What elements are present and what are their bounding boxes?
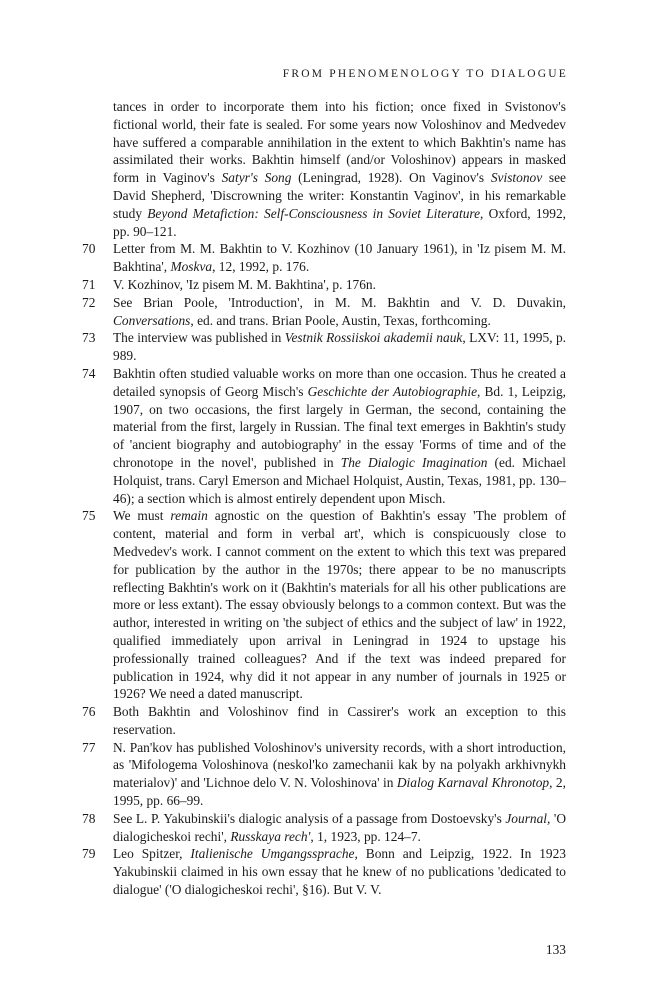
note-text: N. Pan'kov has published Voloshinov's university records, with a short introduction, as 'Mifologema Voloshinova (neskol'ko zamechanii kak by na polyakh arkhivnykh materialov)' and 'Lichnoe delo V. N. Voloshinova' in	[113, 739, 566, 791]
note-text: Leo Spitzer,	[113, 846, 191, 862]
italic-title: Geschichte der Autobiographie	[307, 383, 478, 399]
note-number: 79	[82, 846, 96, 862]
italic-title: Satyr's Song	[221, 170, 292, 186]
note-text: The interview was published in	[113, 330, 285, 346]
endnote-75	[82, 507, 567, 703]
note-number: 76	[82, 704, 96, 720]
italic-title: Beyond Metafiction: Self-Consciousness in Soviet Literature	[147, 205, 481, 221]
italic-title: Vestnik Rossiiskoi akademii nauk	[284, 330, 463, 346]
note-text: tances in order to incorporate them into his fiction; once fixed in Svistonov's fictional world, their fate is sealed. For some years now Voloshinov and Medvedev have suffered a comparable annihilation in the extent to which Bakhtin's name has assimilated their works. Bakhtin himself (and/or Voloshinov) appears in masked form in Vaginov's	[113, 99, 566, 186]
note-number: 75	[82, 508, 96, 524]
note-text: , 2, 1995, pp. 66–99.	[113, 775, 566, 809]
note-text: , Bonn and Leipzig, 1922. In 1923 Yakubinskii claimed in his own essay that he knew of no publications 'dedicated to dialogue' ('O dialogicheskoi rechi', §16). But V. V.	[113, 846, 566, 898]
running-head: FROM PHENOMENOLOGY TO DIALOGUE	[282, 68, 568, 80]
italic-title: Russkaya rech'	[230, 828, 311, 844]
note-number: 78	[82, 810, 96, 826]
italic-title: Journal	[505, 810, 548, 826]
note-text: , 'O dialogicheskoi rechi',	[113, 810, 566, 844]
note-text: , Oxford, 1992, pp. 90–121.	[113, 205, 566, 239]
notes-list	[82, 240, 567, 898]
note-text: See Brian Poole, 'Introduction', in M. M. Bakhtin and V. D. Duvakin,	[113, 294, 566, 310]
note-text: , Bd. 1, Leipzig, 1907, on two occasions, the first largely in German, the second, containing the material from the first, largely in Russian. The final text emerges in Bakhtin's study of 'ancient biography and autobiography' in the essay 'Forms of time and of the chronotope in the novel', published in	[113, 383, 566, 470]
note-text: agnostic on the question of Bakhtin's essay 'The problem of content, material and form in verbal art', which is conspicuously close to Medvedev's work. I cannot comment on the extent to which this text was prepared for publication by the author in the 1970s; there appear to be no manuscripts reflecting Bakhtin's work on it (Bakhtin's materials for all his other publications are more or less extant). The essay obviously belongs to a common context. But was the author, interested in writing on 'the subject of ethics and the subject of law' in 1922, qualified immediately upon arrival in Leningrad in 1924 to upstage his professionally trained colleagues? And if the text was indeed prepared for publication in 1924, why did it not appear in any number of journals in 1925 or 1926? We need a dated manuscript.	[113, 508, 567, 702]
note-number: 74	[82, 365, 96, 381]
note-number: 72	[82, 294, 96, 310]
note-text: Both Bakhtin and Voloshinov find in Cassirer's work an exception to this reservation.	[113, 704, 566, 737]
endnote-72	[82, 294, 566, 330]
italic-title: Svistonov	[490, 170, 543, 186]
note-text: , ed. and trans. Brian Poole, Austin, Texas, forthcoming.	[190, 312, 491, 328]
italic-title: Dialog Karnaval Khronotop	[396, 775, 550, 791]
note-text: Bakhtin often studied valuable works on more than one occasion. Thus he created a detailed synopsis of Georg Misch's	[113, 365, 566, 399]
note-text: (Leningrad, 1928). On Vaginov's	[291, 170, 491, 186]
note-continuation	[94, 98, 566, 240]
endnote-71	[82, 276, 566, 294]
note-text: We must	[113, 508, 171, 524]
endnote-78	[82, 810, 566, 846]
note-text: V. Kozhinov, 'Iz pisem M. M. Bakhtina', p. 176n.	[113, 276, 376, 292]
note-number: 71	[82, 276, 96, 292]
endnote-70	[82, 240, 566, 276]
italic-title: The Dialogic Imagination	[340, 454, 488, 470]
note-number: 73	[82, 330, 96, 346]
endnote-73	[82, 329, 566, 365]
page-number: 133	[545, 942, 566, 957]
note-text: , 12, 1992, p. 176.	[212, 259, 310, 275]
italic-title: Conversations	[113, 312, 191, 328]
note-text: , 1, 1923, pp. 124–7.	[310, 828, 421, 844]
endnote-76	[82, 703, 566, 739]
note-text: Letter from M. M. Bakhtin to V. Kozhinov (10 January 1961), in 'Iz pisem M. M. Bakhtina',	[113, 241, 566, 275]
italic-title: remain	[170, 508, 208, 524]
note-text: see David Shepherd, 'Discrowning the writer: Konstantin Vaginov', in his remarkable study	[113, 170, 566, 221]
endnote-74	[82, 365, 567, 507]
endnotes	[82, 98, 567, 899]
note-number: 70	[82, 241, 96, 257]
note-text: See L. P. Yakubinskii's dialogic analysis of a passage from Dostoevsky's	[113, 810, 506, 826]
endnote-79	[82, 845, 566, 898]
endnote-77	[82, 739, 566, 810]
italic-title: Italienische Umgangssprache	[190, 846, 355, 862]
note-number: 77	[82, 739, 96, 755]
italic-title: Moskva	[170, 259, 213, 275]
note-text: , LXV: 11, 1995, p. 989.	[113, 330, 566, 364]
note-text: (ed. Michael Holquist, trans. Caryl Emerson and Michael Holquist, Austin, Texas, 1981, pp. 130–46); a section which is almost entirely dependent upon Misch.	[113, 454, 567, 506]
